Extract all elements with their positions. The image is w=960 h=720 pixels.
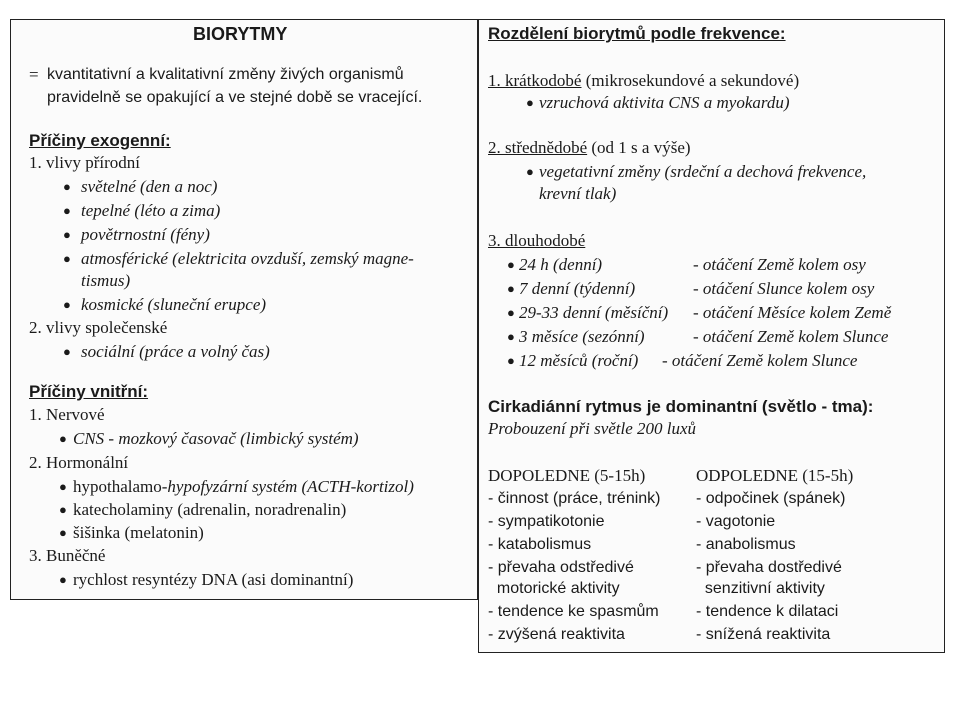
- list-item: světelné (den a noc): [81, 177, 218, 196]
- list-item: [73, 477, 414, 497]
- internal-group-1: 1. Nervové: [29, 405, 105, 424]
- list-item: katecholaminy (adrenalin, noradrenalin): [73, 500, 347, 519]
- morning-item: - převaha odstředivé: [488, 559, 634, 576]
- bullet-icon: ●: [59, 479, 67, 494]
- afternoon-item: - odpočinek (spánek): [696, 490, 846, 507]
- list-item-continuation: tismus): [81, 271, 131, 290]
- period-cell: 3 měsíce (sezónní): [519, 327, 645, 346]
- short-term-detail: (mikrosekundové a sekundové): [585, 71, 800, 90]
- list-item: CNS - mozkový časovač (limbický systém): [73, 429, 359, 448]
- bullet-icon: ●: [507, 353, 515, 368]
- list-item: vegetativní změny (srdeční a dechová frekvence,: [539, 162, 867, 181]
- list-item: rychlost resyntézy DNA (asi dominantní): [73, 570, 354, 589]
- long-term-label: 3. dlouhodobé: [488, 231, 586, 250]
- period-cell: 7 denní (týdenní): [519, 279, 636, 298]
- short-term-line: [488, 71, 799, 91]
- definition-prefix: =: [29, 65, 39, 84]
- frequency-title: Rozdělení biorytmů podle frekvence:: [488, 24, 786, 43]
- circadian-title: Cirkadiánní rytmus je dominantní (světlo - tma):: [488, 397, 874, 416]
- afternoon-item: - snížená reaktivita: [696, 626, 831, 643]
- afternoon-item: - vagotonie: [696, 513, 776, 530]
- bullet-icon: ●: [526, 95, 534, 110]
- bullet-icon: ●: [59, 431, 67, 446]
- bullet-icon: ●: [507, 329, 515, 344]
- exogenous-group-1: 1. vlivy přírodní: [29, 153, 140, 172]
- list-item: sociální (práce a volný čas): [81, 342, 270, 361]
- bullet-icon: ●: [59, 525, 67, 540]
- morning-item: motorické aktivity: [488, 580, 620, 597]
- exogenous-group-2: 2. vlivy společenské: [29, 318, 168, 337]
- cause-cell: - otáčení Země kolem Slunce: [662, 351, 858, 370]
- list-item: šišinka (melatonin): [73, 523, 204, 542]
- afternoon-title: ODPOLEDNE (15-5h): [696, 466, 854, 485]
- afternoon-item: senzitivní aktivity: [696, 580, 825, 597]
- morning-title: DOPOLEDNE (5-15h): [488, 466, 646, 485]
- period-cell: 24 h (denní): [519, 255, 603, 274]
- cause-cell: - otáčení Země kolem osy: [693, 255, 866, 274]
- right-page: [478, 19, 945, 653]
- list-item-part: hypothalamo-: [73, 477, 168, 496]
- morning-item: - katabolismus: [488, 536, 592, 553]
- bullet-icon: ●: [63, 251, 71, 266]
- medium-term-line: [488, 138, 691, 158]
- list-item: kosmické (sluneční erupce): [81, 295, 267, 314]
- list-item-part: hypofyzární systém (ACTH-kortizol): [167, 477, 414, 496]
- period-cell: 12 měsíců (roční): [519, 351, 639, 370]
- bullet-icon: ●: [507, 257, 515, 272]
- bullet-icon: ●: [526, 164, 534, 179]
- exogenous-heading: Příčiny exogenní:: [29, 131, 171, 150]
- morning-item: - zvýšená reaktivita: [488, 626, 625, 643]
- bullet-icon: ●: [63, 203, 71, 218]
- medium-term-label: 2. střednědobé: [488, 138, 588, 157]
- afternoon-item: - tendence k dilataci: [696, 603, 839, 620]
- bullet-icon: ●: [59, 572, 67, 587]
- cause-cell: - otáčení Země kolem Slunce: [693, 327, 889, 346]
- list-item: atmosférické (elektricita ovzduší, zemský magne-: [81, 249, 414, 268]
- definition-line-1: kvantitativní a kvalitativní změny živých organismů: [47, 66, 404, 83]
- circadian-subtitle: Probouzení při světle 200 luxů: [488, 419, 697, 438]
- bullet-icon: ●: [63, 179, 71, 194]
- internal-group-3: 3. Buněčné: [29, 546, 106, 565]
- short-term-label: 1. krátkodobé: [488, 71, 582, 90]
- afternoon-item: - převaha dostředivé: [696, 559, 842, 576]
- bullet-icon: ●: [63, 297, 71, 312]
- bullet-icon: ●: [507, 305, 515, 320]
- left-page: [10, 19, 478, 600]
- afternoon-item: - anabolismus: [696, 536, 796, 553]
- cause-cell: - otáčení Slunce kolem osy: [693, 279, 875, 298]
- list-item-continuation: krevní tlak): [539, 184, 617, 203]
- bullet-icon: ●: [63, 227, 71, 242]
- bullet-icon: ●: [507, 281, 515, 296]
- list-item: tepelné (léto a zima): [81, 201, 221, 220]
- bullet-icon: ●: [63, 344, 71, 359]
- list-item: vzruchová aktivita CNS a myokardu): [539, 93, 790, 112]
- morning-item: - sympatikotonie: [488, 513, 605, 530]
- internal-group-2: 2. Hormonální: [29, 453, 129, 472]
- list-item: povětrnostní (fény): [81, 225, 210, 244]
- medium-term-detail: (od 1 s a výše): [591, 138, 691, 157]
- period-cell: 29-33 denní (měsíční): [519, 303, 669, 322]
- morning-item: - tendence ke spasmům: [488, 603, 659, 620]
- long-term-line: [488, 231, 585, 251]
- definition-line-2: pravidelně se opakující a ve stejné době se vracející.: [47, 89, 423, 106]
- internal-heading: Příčiny vnitřní:: [29, 382, 149, 401]
- cause-cell: - otáčení Měsíce kolem Země: [693, 303, 892, 322]
- bullet-icon: ●: [59, 502, 67, 517]
- page-title: BIORYTMY: [193, 24, 288, 44]
- morning-item: - činnost (práce, trénink): [488, 490, 661, 507]
